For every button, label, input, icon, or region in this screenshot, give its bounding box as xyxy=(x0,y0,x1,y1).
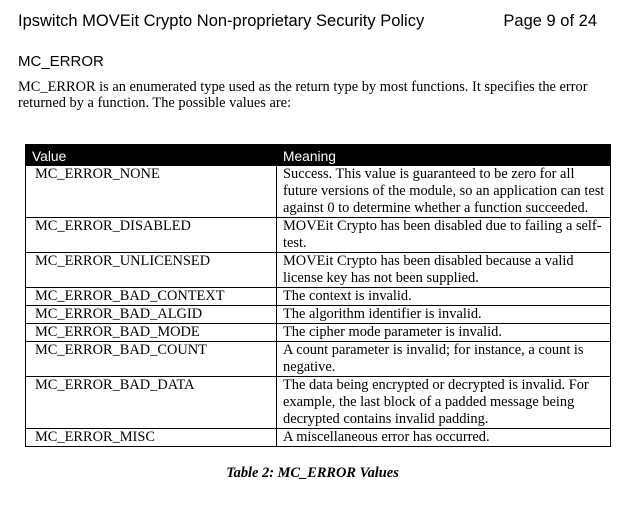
table-row xyxy=(26,218,611,253)
intro-paragraph: MC_ERROR is an enumerated type used as the return type by most functions. It specifies the error returned by a function. The possible values are: xyxy=(18,79,588,111)
value-cell: MC_ERROR_UNLICENSED xyxy=(26,253,277,288)
table-row xyxy=(26,306,611,324)
document-title: Ipswitch MOVEit Crypto Non-proprietary Security Policy xyxy=(18,12,425,30)
table-row xyxy=(26,429,611,447)
value-cell: MC_ERROR_BAD_DATA xyxy=(26,377,277,429)
meaning-cell: The context is invalid. xyxy=(277,288,611,306)
table-row xyxy=(26,324,611,342)
section-heading: MC_ERROR xyxy=(18,53,104,70)
meaning-cell: MOVEit Crypto has been disabled due to failing a self-test. xyxy=(277,218,611,253)
meaning-cell: The algorithm identifier is invalid. xyxy=(277,306,611,324)
table-row xyxy=(26,288,611,306)
values-table xyxy=(25,144,611,447)
meaning-cell: The data being encrypted or decrypted is invalid. For example, the last block of a padded message being decrypted contains invalid padding. xyxy=(277,377,611,429)
meaning-cell: MOVEit Crypto has been disabled because a valid license key has not been supplied. xyxy=(277,253,611,288)
table-row xyxy=(26,166,611,218)
table-row xyxy=(26,253,611,288)
value-cell: MC_ERROR_BAD_MODE xyxy=(26,324,277,342)
value-cell: MC_ERROR_DISABLED xyxy=(26,218,277,253)
value-cell: MC_ERROR_BAD_ALGID xyxy=(26,306,277,324)
table-row xyxy=(26,377,611,429)
value-cell: MC_ERROR_BAD_COUNT xyxy=(26,342,277,377)
column-header-meaning: Meaning xyxy=(277,145,611,166)
table-row xyxy=(26,342,611,377)
column-header-value: Value xyxy=(26,145,277,166)
meaning-cell: A count parameter is invalid; for instance, a count is negative. xyxy=(277,342,611,377)
table-caption: Table 2: MC_ERROR Values xyxy=(226,465,399,481)
page-number: Page 9 of 24 xyxy=(503,12,597,30)
meaning-cell: A miscellaneous error has occurred. xyxy=(277,429,611,447)
table-header-row xyxy=(26,145,611,166)
value-cell: MC_ERROR_MISC xyxy=(26,429,277,447)
value-cell: MC_ERROR_BAD_CONTEXT xyxy=(26,288,277,306)
value-cell: MC_ERROR_NONE xyxy=(26,166,277,218)
meaning-cell: Success. This value is guaranteed to be zero for all future versions of the module, so an application can test against 0 to determine whether a function succeeded. xyxy=(277,166,611,218)
page-header xyxy=(18,12,597,34)
meaning-cell: The cipher mode parameter is invalid. xyxy=(277,324,611,342)
